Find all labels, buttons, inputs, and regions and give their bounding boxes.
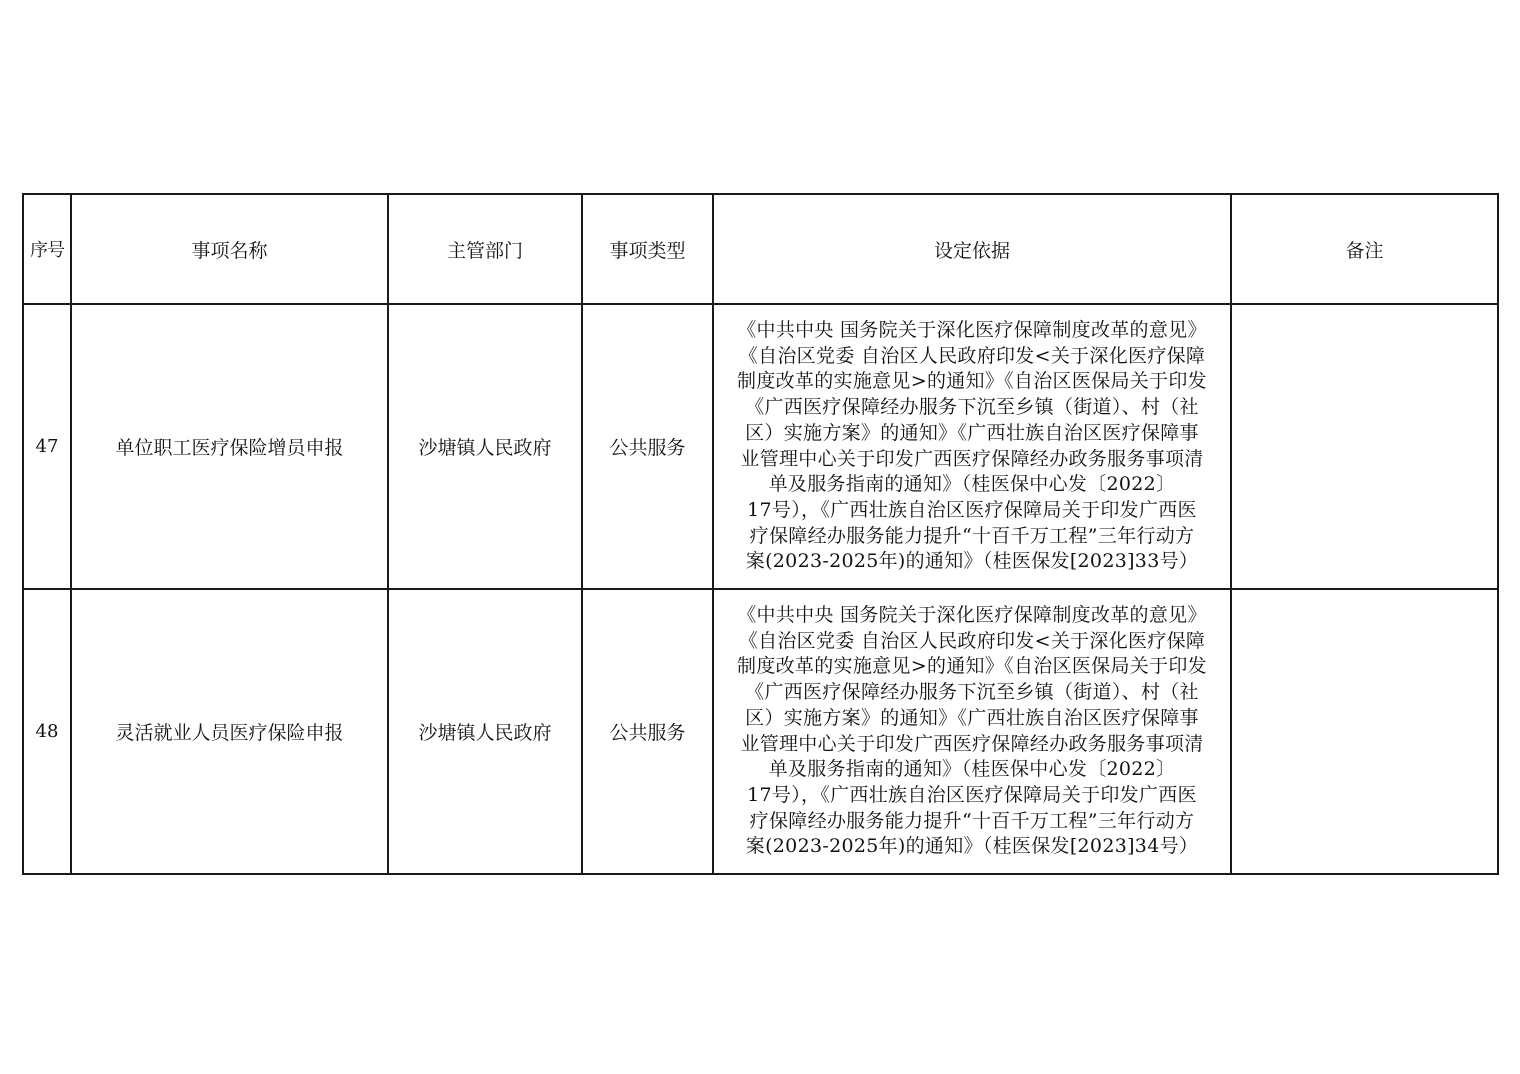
- basis-line: 业管理中心关于印发广西医疗保障经办政务服务事项清: [740, 732, 1204, 755]
- basis-line: 区）实施方案》的通知》《广西壮族自治区医疗保障事: [745, 421, 1199, 444]
- basis-line: 17号），《广西壮族自治区医疗保障局关于印发广西医: [747, 498, 1197, 521]
- basis-line: 制度改革的实施意见>的通知》《自治区医保局关于印发: [737, 655, 1207, 678]
- row-remark: [1231, 304, 1498, 589]
- basis-line: 单及服务指南的通知》（桂医保中心发〔2022〕: [768, 473, 1176, 496]
- header-seq: 序号: [23, 194, 71, 304]
- basis-line: 疗保障经办服务能力提升“十百千万工程”三年行动方: [749, 809, 1195, 832]
- table-row: [23, 304, 1498, 589]
- row-remark: [1231, 589, 1498, 874]
- header-department: 主管部门: [388, 194, 582, 304]
- basis-line: 单及服务指南的通知》（桂医保中心发〔2022〕: [768, 758, 1176, 781]
- basis-line: 《中共中央 国务院关于深化医疗保障制度改革的意见》: [737, 603, 1207, 626]
- row-basis: [713, 304, 1231, 589]
- header-type: 事项类型: [582, 194, 713, 304]
- row-seq: 47: [23, 304, 71, 589]
- basis-line: 区）实施方案》的通知》《广西壮族自治区医疗保障事: [745, 706, 1199, 729]
- row-department: 沙塘镇人民政府: [388, 589, 582, 874]
- items-table: [22, 193, 1499, 875]
- basis-line: 案(2023-2025年)的通知》（桂医保发[2023]33号）: [745, 550, 1199, 573]
- header-basis: 设定依据: [713, 194, 1231, 304]
- row-basis: [713, 589, 1231, 874]
- basis-line: 《自治区党委 自治区人民政府印发<关于深化医疗保障: [738, 629, 1206, 652]
- row-type: 公共服务: [582, 304, 713, 589]
- table-row: [23, 589, 1498, 874]
- row-name: 单位职工医疗保险增员申报: [71, 304, 388, 589]
- basis-line: 17号），《广西壮族自治区医疗保障局关于印发广西医: [747, 783, 1197, 806]
- row-type: 公共服务: [582, 589, 713, 874]
- basis-line: 《中共中央 国务院关于深化医疗保障制度改革的意见》: [737, 318, 1207, 341]
- header-row: [23, 194, 1498, 304]
- basis-line: 业管理中心关于印发广西医疗保障经办政务服务事项清: [740, 447, 1204, 470]
- basis-line: 案(2023-2025年)的通知》（桂医保发[2023]34号）: [745, 835, 1199, 858]
- row-name: 灵活就业人员医疗保险申报: [71, 589, 388, 874]
- basis-line: 疗保障经办服务能力提升“十百千万工程”三年行动方: [749, 524, 1195, 547]
- basis-line: 制度改革的实施意见>的通知》《自治区医保局关于印发: [737, 370, 1207, 393]
- basis-line: 《广西医疗保障经办服务下沉至乡镇（街道）、村（社: [745, 681, 1199, 704]
- header-remark: 备注: [1231, 194, 1498, 304]
- row-seq: 48: [23, 589, 71, 874]
- basis-line: 《自治区党委 自治区人民政府印发<关于深化医疗保障: [738, 344, 1206, 367]
- row-department: 沙塘镇人民政府: [388, 304, 582, 589]
- header-name: 事项名称: [71, 194, 388, 304]
- basis-line: 《广西医疗保障经办服务下沉至乡镇（街道）、村（社: [745, 396, 1199, 419]
